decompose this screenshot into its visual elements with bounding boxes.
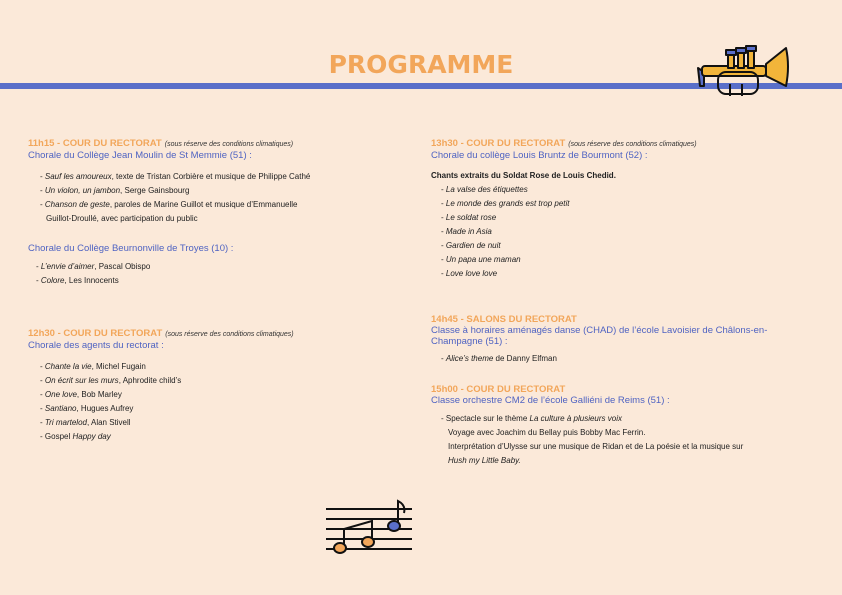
list-item: Interprétation d’Ulysse sur une musique de Ridan et de La poésie et la musique sur <box>448 442 744 451</box>
section-heading <box>431 384 821 395</box>
time-label: 15h00 - COUR DU RECTORAT <box>431 384 566 395</box>
weather-condition-note: (sous réserve des conditions climatiques) <box>165 331 294 338</box>
group-name: Chorale du Collège Beurnonville de Troyes (10) : <box>28 243 234 254</box>
list-item: - Un papa une maman <box>441 255 521 264</box>
intro-line: Chants extraits du Soldat Rose de Louis Chedid. <box>431 171 616 180</box>
song-list <box>28 360 388 444</box>
time-label: 13h30 - COUR DU RECTORAT <box>431 138 566 149</box>
list-item: - Chante la vie, Michel Fugain <box>40 362 146 371</box>
list-item: - On écrit sur les murs, Aphrodite child’s <box>40 376 182 385</box>
section-13h30 <box>431 138 821 281</box>
section-heading <box>431 138 821 150</box>
time-label: 12h30 - COUR DU RECTORAT <box>28 328 163 339</box>
section-11h15 <box>28 138 388 226</box>
list-item: Voyage avec Joachim du Bellay puis Bobby Mac Ferrin. <box>448 428 646 437</box>
list-item: - Spectacle sur le thème La culture à plusieurs voix <box>441 414 622 423</box>
time-label: 11h15 - COUR DU RECTORAT <box>28 138 162 149</box>
time-label: 14h45 - SALONS DU RECTORAT <box>431 314 577 325</box>
section-heading <box>431 314 821 325</box>
list-item: - Tri martelod, Alan Stivell <box>40 418 131 427</box>
song-list <box>431 183 821 281</box>
group-name-cont: Champagne (51) : <box>431 336 508 347</box>
music-notes-icon <box>324 495 414 561</box>
list-item: - L’envie d’aimer, Pascal Obispo <box>36 262 151 271</box>
song-list <box>28 260 388 288</box>
list-item: - Chanson de geste, paroles de Marine Guillot et musique d’Emmanuelle <box>40 200 298 209</box>
group-name: Classe orchestre CM2 de l’école Galliéni de Reims (51) : <box>431 395 670 406</box>
section-heading <box>28 138 388 150</box>
list-item: - Sauf les amoureux, texte de Tristan Corbière et musique de Philippe Cathé <box>40 172 311 181</box>
group-name: Chorale du Collège Jean Moulin de St Memmie (51) : <box>28 150 252 161</box>
list-item: - Love love love <box>441 269 498 278</box>
list-item-continuation: Guillot-Droullé, avec participation du public <box>46 214 198 223</box>
section-troyes <box>28 243 388 288</box>
list-item: - Le monde des grands est trop petit <box>441 199 570 208</box>
list-item: - Alice’s theme de Danny Elfman <box>441 354 557 363</box>
list-item: - One love, Bob Marley <box>40 390 122 399</box>
list-item: - Santiano, Hugues Aufrey <box>40 404 134 413</box>
description-list <box>431 412 821 468</box>
list-item: - Gospel Happy day <box>40 432 111 441</box>
list-item: - La valse des étiquettes <box>441 185 528 194</box>
section-12h30 <box>28 328 388 444</box>
weather-condition-note: (sous réserve des conditions climatiques) <box>164 141 294 148</box>
section-15h00 <box>431 384 821 468</box>
section-heading <box>28 328 388 340</box>
list-item: - Le soldat rose <box>441 213 497 222</box>
list-item: - Made in Asia <box>441 227 492 236</box>
section-14h45 <box>431 314 821 366</box>
song-list <box>28 170 388 226</box>
group-name: Chorale des agents du rectorat : <box>28 340 164 351</box>
page-title: PROGRAMME <box>328 50 514 79</box>
song-list <box>431 352 821 366</box>
trumpet-icon <box>690 28 796 104</box>
list-item: Hush my Little Baby. <box>448 456 521 465</box>
group-name: Chorale du collège Louis Bruntz de Bourmont (52) : <box>431 150 648 161</box>
left-column <box>28 138 388 444</box>
group-name: Classe à horaires aménagés danse (CHAD) de l’école Lavoisier de Châlons-en- <box>431 325 768 336</box>
list-item: - Gardien de nuit <box>441 241 501 250</box>
weather-condition-note: (sous réserve des conditions climatiques) <box>568 141 697 148</box>
list-item: - Colore, Les Innocents <box>36 276 119 285</box>
right-column <box>431 138 821 468</box>
list-item: - Un violon, un jambon, Serge Gainsbourg <box>40 186 190 195</box>
